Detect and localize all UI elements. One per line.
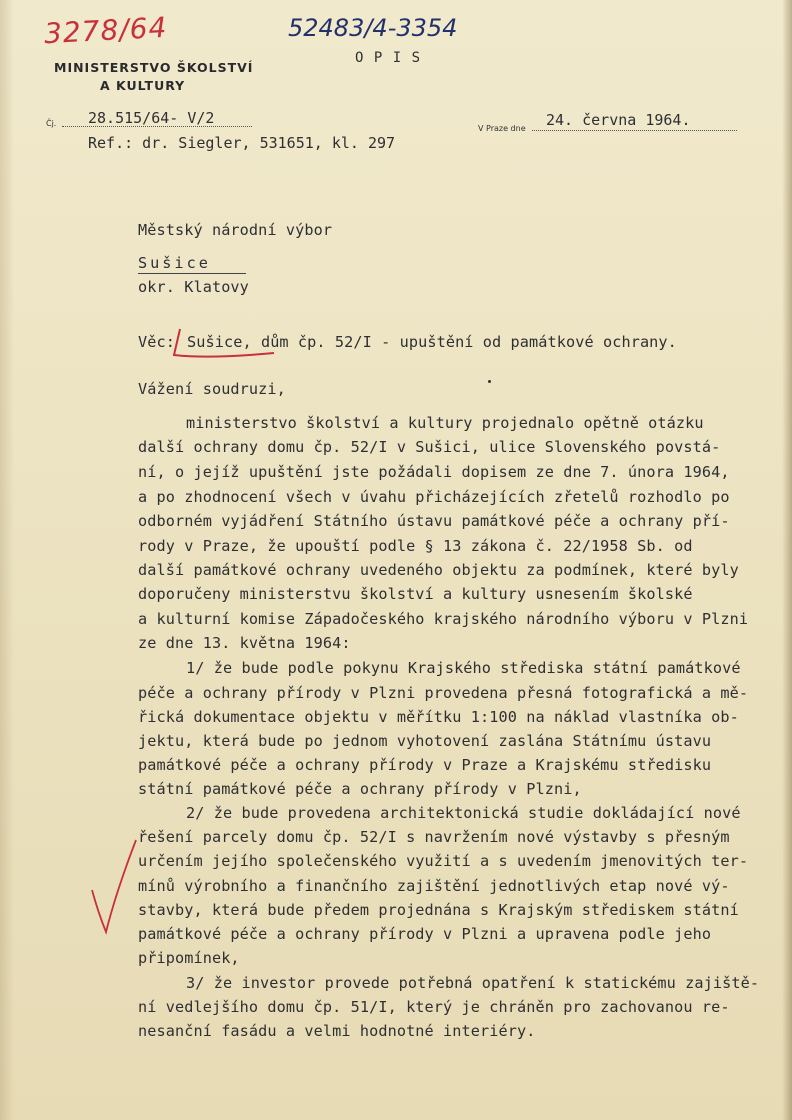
opis-label: O P I S: [355, 50, 422, 66]
ink-speck: [488, 380, 491, 383]
condition-1-line4: jektu, která bude po jednom vyhotovení zaslána Státnímu ústavu: [138, 732, 712, 750]
condition-2-line7: připomínek,: [138, 949, 240, 967]
body-line-03: ní, o jejíž upuštění jste požádali dopisem ze dne 7. února 1964,: [138, 463, 730, 481]
condition-2-line5: stavby, která bude předem projednána s Krajským střediskem státní: [138, 901, 739, 919]
ref-number: 28.515/64- V/2: [88, 109, 215, 127]
ref-prefix: Čj.: [46, 119, 57, 128]
date-dotted-line: [532, 130, 737, 131]
condition-1-line2: péče a ochrany přírody v Plzni provedena přesná fotografická a mě-: [138, 684, 749, 702]
ministry-name-line2: A KULTURY: [100, 78, 186, 93]
red-bracket-mark: [170, 325, 280, 361]
body-line-04: a po zhodnocení všech v úvahu přicházejících zřetelů rozhodlo po: [138, 488, 730, 506]
body-line-05: odborném vyjádření Státního ústavu památkové péče a ochrany pří-: [138, 512, 730, 530]
condition-3-line2: ní vedlejšího domu čp. 51/I, který je chráněn pro zachovanou re-: [138, 998, 730, 1016]
condition-1-line5: památkové péče a ochrany přírody v Praze a Krajskému středisku: [138, 756, 712, 774]
handwritten-blue-number: 52483/4-3354: [288, 14, 458, 42]
subject-text: Sušice, dům čp. 52/I - upuštění od památkové ochrany.: [187, 333, 677, 351]
condition-2-line1: 2/ že bude provedena architektonická studie dokládající nové: [186, 804, 741, 822]
subject-label: Věc:: [138, 333, 175, 351]
condition-3-line1: 3/ že investor provede potřebná opatření k statickému zajiště-: [186, 974, 760, 992]
body-line-02: další ochrany domu čp. 52/I v Sušici, ulice Slovenského povstá-: [138, 438, 721, 456]
condition-3-line3: nesanční fasádu a velmi hodnotné interiéry.: [138, 1022, 536, 1040]
letter-date: 24. června 1964.: [546, 111, 691, 129]
condition-1-line6: státní památkové péče a ochrany přírody v Plzni,: [138, 780, 582, 798]
place-prefix: V Praze dne: [478, 124, 526, 133]
condition-2-line4: mínů výrobního a finančního zajištění jednotlivých etap nové vý-: [138, 877, 730, 895]
condition-1-line1: 1/ že bude podle pokynu Krajského střediska státní památkové: [186, 659, 741, 677]
body-line-01: ministerstvo školství a kultury projednalo opětně otázku: [186, 414, 704, 432]
condition-2-line3: určením jejího společenského využití a s uvedením jmenovitých ter-: [138, 852, 749, 870]
body-line-08: doporučeny ministerstvu školství a kultury usnesením školské: [138, 585, 693, 603]
body-line-07: další památkové ochrany uvedeného objektu za podmínek, které byly: [138, 561, 739, 579]
salutation: Vážení soudruzi,: [138, 380, 286, 398]
address-underline: [138, 273, 246, 274]
body-line-10: ze dne 13. května 1964:: [138, 634, 351, 652]
ministry-name-line1: MINISTERSTVO ŠKOLSTVÍ: [54, 60, 254, 75]
address-line1: Městský národní výbor: [138, 221, 333, 239]
ref-person: Ref.: dr. Siegler, 531651, kl. 297: [88, 134, 396, 152]
condition-2-line6: památkové péče a ochrany přírody v Plzni a upravena podle jeho: [138, 925, 712, 943]
body-line-06: rody v Praze, že upouští podle § 13 zákona č. 22/1958 Sb. od: [138, 537, 693, 555]
condition-1-line3: řická dokumentace objektu v měřítku 1:100 na náklad vlastníka ob-: [138, 708, 739, 726]
address-line2: Sušice: [138, 254, 211, 272]
body-line-09: a kulturní komise Západočeského krajského národního výboru v Plzni: [138, 610, 749, 628]
paper-edge-shadow: [782, 0, 792, 1120]
handwritten-red-number: 3278/64: [43, 10, 169, 51]
red-check-mark: [86, 832, 146, 942]
ref-dotted-line: [62, 126, 252, 127]
address-line3: okr. Klatovy: [138, 278, 249, 296]
condition-2-line2: řešení parcely domu čp. 52/I s navržením nové výstavby s přesným: [138, 828, 730, 846]
